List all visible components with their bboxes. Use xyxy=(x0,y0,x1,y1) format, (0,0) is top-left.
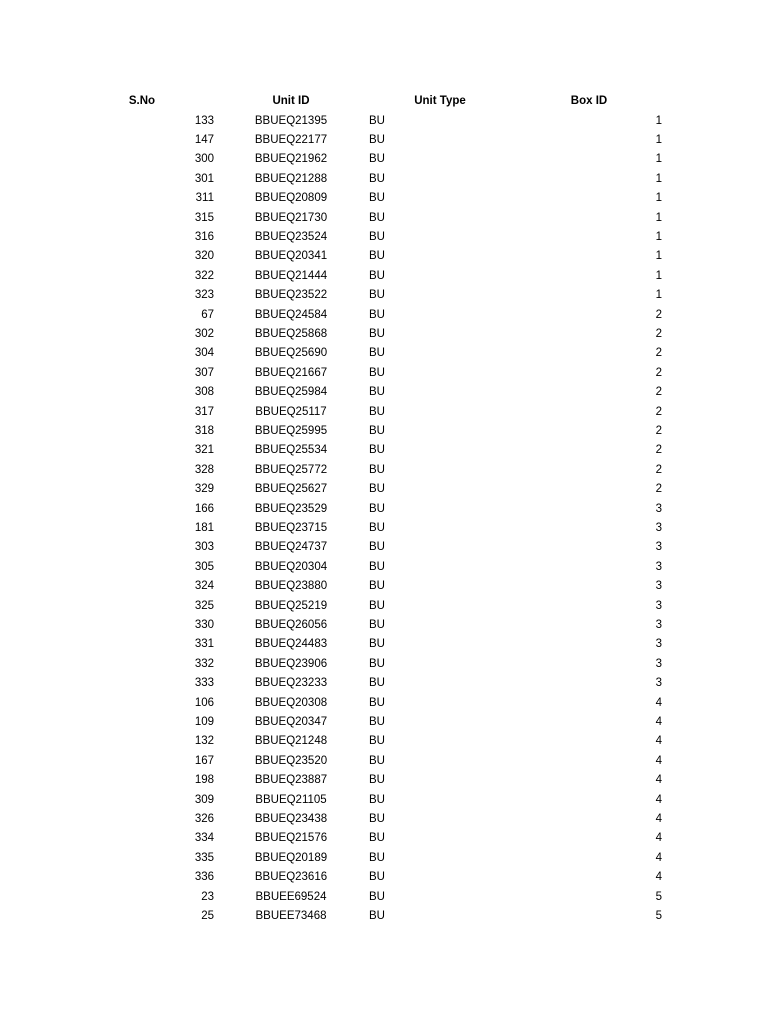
cell-box-id: 1 xyxy=(655,230,662,243)
cell-unit-type: BU xyxy=(369,774,385,787)
cell-unit-id: BBUEQ21962 xyxy=(254,153,328,166)
table-header-row xyxy=(0,92,768,111)
cell-box-id: 2 xyxy=(655,308,662,321)
cell-box-id: 3 xyxy=(655,599,662,612)
cell-unit-id: BBUEQ20189 xyxy=(254,851,328,864)
cell-box-id: 4 xyxy=(655,696,662,709)
cell-unit-id: BBUEQ25219 xyxy=(254,599,328,612)
table-row xyxy=(0,150,768,169)
cell-box-id: 1 xyxy=(655,114,662,127)
cell-box-id: 1 xyxy=(655,172,662,185)
table-row xyxy=(0,810,768,829)
cell-unit-id: BBUEQ25627 xyxy=(254,483,328,496)
cell-box-id: 3 xyxy=(655,580,662,593)
table-row xyxy=(0,422,768,441)
cell-box-id: 1 xyxy=(655,250,662,263)
cell-unit-type: BU xyxy=(369,444,385,457)
cell-sno: 311 xyxy=(195,192,214,205)
cell-unit-id: BBUEQ23887 xyxy=(254,774,328,787)
cell-box-id: 3 xyxy=(655,618,662,631)
cell-box-id: 4 xyxy=(655,735,662,748)
cell-sno: 303 xyxy=(194,541,214,554)
cell-sno: 166 xyxy=(194,502,214,515)
cell-unit-type: BU xyxy=(369,230,385,243)
cell-box-id: 2 xyxy=(655,483,662,496)
cell-unit-type: BU xyxy=(369,832,385,845)
cell-box-id: 5 xyxy=(655,909,662,922)
cell-unit-id: BBUEQ21730 xyxy=(254,211,328,224)
cell-unit-id: BBUEQ23715 xyxy=(254,521,328,534)
cell-sno: 305 xyxy=(194,560,214,573)
cell-unit-id: BBUEE69524 xyxy=(255,890,327,903)
cell-box-id: 2 xyxy=(655,347,662,360)
cell-unit-id: BBUEQ24483 xyxy=(254,638,328,651)
cell-unit-id: BBUEQ25117 xyxy=(255,405,327,418)
cell-unit-type: BU xyxy=(369,483,385,496)
cell-box-id: 1 xyxy=(655,133,662,146)
cell-box-id: 3 xyxy=(655,677,662,690)
cell-box-id: 2 xyxy=(655,424,662,437)
cell-box-id: 1 xyxy=(655,211,662,224)
cell-box-id: 2 xyxy=(655,386,662,399)
cell-sno: 318 xyxy=(194,424,214,437)
cell-unit-type: BU xyxy=(369,909,385,922)
cell-sno: 304 xyxy=(194,347,214,360)
cell-sno: 336 xyxy=(194,871,214,884)
table-row xyxy=(0,403,768,422)
cell-unit-id: BBUEQ25772 xyxy=(254,463,328,476)
cell-unit-type: BU xyxy=(369,463,385,476)
cell-unit-id: BBUEQ25534 xyxy=(254,444,328,457)
cell-box-id: 4 xyxy=(655,793,662,806)
cell-unit-type: BU xyxy=(369,657,385,670)
cell-unit-type: BU xyxy=(369,386,385,399)
cell-unit-id: BBUEQ20809 xyxy=(254,192,328,205)
cell-sno: 147 xyxy=(194,133,214,146)
cell-sno: 133 xyxy=(194,114,214,127)
cell-unit-type: BU xyxy=(369,211,385,224)
cell-unit-type: BU xyxy=(369,327,385,340)
header-unit-type: Unit Type xyxy=(414,95,466,107)
cell-sno: 333 xyxy=(194,677,214,690)
cell-unit-id: BBUEQ20341 xyxy=(254,250,328,263)
cell-sno: 331 xyxy=(194,638,214,651)
cell-unit-id: BBUEQ20308 xyxy=(254,696,328,709)
cell-unit-id: BBUEQ23616 xyxy=(254,871,328,884)
cell-sno: 334 xyxy=(194,832,214,845)
cell-box-id: 1 xyxy=(655,153,662,166)
cell-sno: 106 xyxy=(194,696,214,709)
table-row xyxy=(0,189,768,208)
cell-unit-id: BBUEQ21248 xyxy=(254,735,328,748)
cell-unit-id: BBUEQ21667 xyxy=(254,366,328,379)
cell-unit-id: BBUEQ22177 xyxy=(254,133,328,146)
table-row xyxy=(0,907,768,926)
cell-box-id: 4 xyxy=(655,851,662,864)
table-row xyxy=(0,597,768,616)
cell-unit-id: BBUEQ21395 xyxy=(254,114,328,127)
cell-unit-type: BU xyxy=(369,289,385,302)
cell-unit-id: BBUEQ23529 xyxy=(254,502,328,515)
cell-unit-type: BU xyxy=(369,851,385,864)
table-row xyxy=(0,228,768,247)
cell-sno: 67 xyxy=(201,308,214,321)
table-row xyxy=(0,791,768,810)
cell-unit-type: BU xyxy=(369,599,385,612)
table-row xyxy=(0,888,768,907)
cell-unit-id: BBUEE73468 xyxy=(255,909,327,922)
table-row xyxy=(0,480,768,499)
cell-unit-id: BBUEQ20347 xyxy=(254,715,328,728)
cell-sno: 316 xyxy=(194,230,214,243)
cell-unit-type: BU xyxy=(369,793,385,806)
table-row xyxy=(0,170,768,189)
cell-unit-id: BBUEQ21444 xyxy=(254,269,328,282)
cell-unit-type: BU xyxy=(369,172,385,185)
cell-unit-type: BU xyxy=(369,580,385,593)
cell-unit-type: BU xyxy=(369,424,385,437)
cell-sno: 323 xyxy=(194,289,214,302)
table-row xyxy=(0,325,768,344)
cell-unit-type: BU xyxy=(369,871,385,884)
cell-unit-type: BU xyxy=(369,754,385,767)
table-row xyxy=(0,364,768,383)
table-row xyxy=(0,383,768,402)
cell-sno: 307 xyxy=(194,366,214,379)
table-row xyxy=(0,267,768,286)
cell-box-id: 4 xyxy=(655,754,662,767)
cell-unit-id: BBUEQ23522 xyxy=(254,289,328,302)
cell-sno: 25 xyxy=(201,909,214,922)
cell-box-id: 1 xyxy=(655,289,662,302)
cell-sno: 321 xyxy=(194,444,214,457)
cell-box-id: 4 xyxy=(655,812,662,825)
table-row xyxy=(0,519,768,538)
cell-box-id: 2 xyxy=(655,405,662,418)
cell-box-id: 5 xyxy=(655,890,662,903)
cell-unit-type: BU xyxy=(369,347,385,360)
cell-box-id: 3 xyxy=(655,502,662,515)
cell-unit-id: BBUEQ21105 xyxy=(255,793,327,806)
cell-unit-type: BU xyxy=(369,638,385,651)
table-row xyxy=(0,558,768,577)
header-box-id: Box ID xyxy=(570,95,608,107)
cell-unit-type: BU xyxy=(369,677,385,690)
cell-sno: 329 xyxy=(194,483,214,496)
cell-unit-type: BU xyxy=(369,541,385,554)
cell-box-id: 3 xyxy=(655,657,662,670)
cell-unit-id: BBUEQ24737 xyxy=(254,541,328,554)
cell-sno: 198 xyxy=(194,774,214,787)
cell-unit-id: BBUEQ23524 xyxy=(254,230,328,243)
cell-sno: 325 xyxy=(194,599,214,612)
cell-sno: 322 xyxy=(194,269,214,282)
cell-unit-type: BU xyxy=(369,521,385,534)
cell-box-id: 1 xyxy=(655,269,662,282)
table-row xyxy=(0,247,768,266)
cell-unit-type: BU xyxy=(369,812,385,825)
cell-sno: 317 xyxy=(194,405,214,418)
table-row xyxy=(0,461,768,480)
cell-unit-type: BU xyxy=(369,405,385,418)
cell-sno: 302 xyxy=(194,327,214,340)
table-row xyxy=(0,209,768,228)
cell-unit-type: BU xyxy=(369,133,385,146)
cell-unit-id: BBUEQ25868 xyxy=(254,327,328,340)
cell-sno: 332 xyxy=(194,657,214,670)
cell-sno: 23 xyxy=(201,890,214,903)
header-unit-id: Unit ID xyxy=(272,95,310,107)
cell-unit-id: BBUEQ25995 xyxy=(254,424,328,437)
cell-sno: 132 xyxy=(194,735,214,748)
cell-sno: 326 xyxy=(194,812,214,825)
table-row xyxy=(0,771,768,790)
cell-unit-id: BBUEQ24584 xyxy=(254,308,328,321)
cell-box-id: 1 xyxy=(655,192,662,205)
cell-unit-id: BBUEQ23520 xyxy=(254,754,328,767)
table-row xyxy=(0,868,768,887)
cell-unit-id: BBUEQ21576 xyxy=(254,832,328,845)
cell-sno: 315 xyxy=(194,211,214,224)
cell-unit-type: BU xyxy=(369,890,385,903)
cell-box-id: 2 xyxy=(655,366,662,379)
cell-sno: 324 xyxy=(194,580,214,593)
cell-sno: 330 xyxy=(194,618,214,631)
table-row xyxy=(0,616,768,635)
cell-sno: 309 xyxy=(194,793,214,806)
table-row xyxy=(0,732,768,751)
cell-sno: 181 xyxy=(194,521,214,534)
cell-unit-type: BU xyxy=(369,735,385,748)
cell-unit-id: BBUEQ23906 xyxy=(254,657,328,670)
cell-unit-type: BU xyxy=(369,715,385,728)
table-row xyxy=(0,286,768,305)
table-row xyxy=(0,500,768,519)
cell-box-id: 2 xyxy=(655,327,662,340)
cell-unit-type: BU xyxy=(369,618,385,631)
cell-box-id: 3 xyxy=(655,541,662,554)
cell-box-id: 2 xyxy=(655,463,662,476)
cell-sno: 320 xyxy=(194,250,214,263)
cell-unit-type: BU xyxy=(369,192,385,205)
cell-unit-type: BU xyxy=(369,696,385,709)
table-row xyxy=(0,577,768,596)
cell-box-id: 3 xyxy=(655,521,662,534)
cell-unit-id: BBUEQ23880 xyxy=(254,580,328,593)
cell-unit-id: BBUEQ25690 xyxy=(254,347,328,360)
cell-unit-type: BU xyxy=(369,502,385,515)
cell-unit-type: BU xyxy=(369,269,385,282)
cell-box-id: 4 xyxy=(655,715,662,728)
cell-unit-id: BBUEQ20304 xyxy=(254,560,328,573)
cell-box-id: 3 xyxy=(655,638,662,651)
cell-unit-id: BBUEQ26056 xyxy=(254,618,328,631)
cell-unit-type: BU xyxy=(369,560,385,573)
table-row xyxy=(0,829,768,848)
cell-box-id: 3 xyxy=(655,560,662,573)
cell-box-id: 4 xyxy=(655,832,662,845)
cell-box-id: 4 xyxy=(655,871,662,884)
table-row xyxy=(0,131,768,150)
cell-unit-type: BU xyxy=(369,366,385,379)
table-row xyxy=(0,713,768,732)
header-sno: S.No xyxy=(128,95,156,107)
table-row xyxy=(0,849,768,868)
cell-sno: 335 xyxy=(194,851,214,864)
table-row xyxy=(0,635,768,654)
cell-unit-type: BU xyxy=(369,114,385,127)
cell-unit-id: BBUEQ23438 xyxy=(254,812,328,825)
table-row xyxy=(0,674,768,693)
cell-box-id: 4 xyxy=(655,774,662,787)
table-row xyxy=(0,306,768,325)
cell-sno: 328 xyxy=(194,463,214,476)
table-row xyxy=(0,441,768,460)
cell-unit-id: BBUEQ25984 xyxy=(254,386,328,399)
table-row xyxy=(0,344,768,363)
cell-sno: 167 xyxy=(194,754,214,767)
cell-unit-type: BU xyxy=(369,250,385,263)
cell-box-id: 2 xyxy=(655,444,662,457)
cell-unit-type: BU xyxy=(369,308,385,321)
cell-sno: 308 xyxy=(194,386,214,399)
cell-unit-id: BBUEQ23233 xyxy=(254,677,328,690)
table-row xyxy=(0,694,768,713)
cell-sno: 300 xyxy=(194,153,214,166)
table-row xyxy=(0,538,768,557)
table-row xyxy=(0,112,768,131)
table-row xyxy=(0,752,768,771)
cell-unit-type: BU xyxy=(369,153,385,166)
table-row xyxy=(0,655,768,674)
cell-unit-id: BBUEQ21288 xyxy=(254,172,328,185)
cell-sno: 301 xyxy=(194,172,214,185)
cell-sno: 109 xyxy=(194,715,214,728)
